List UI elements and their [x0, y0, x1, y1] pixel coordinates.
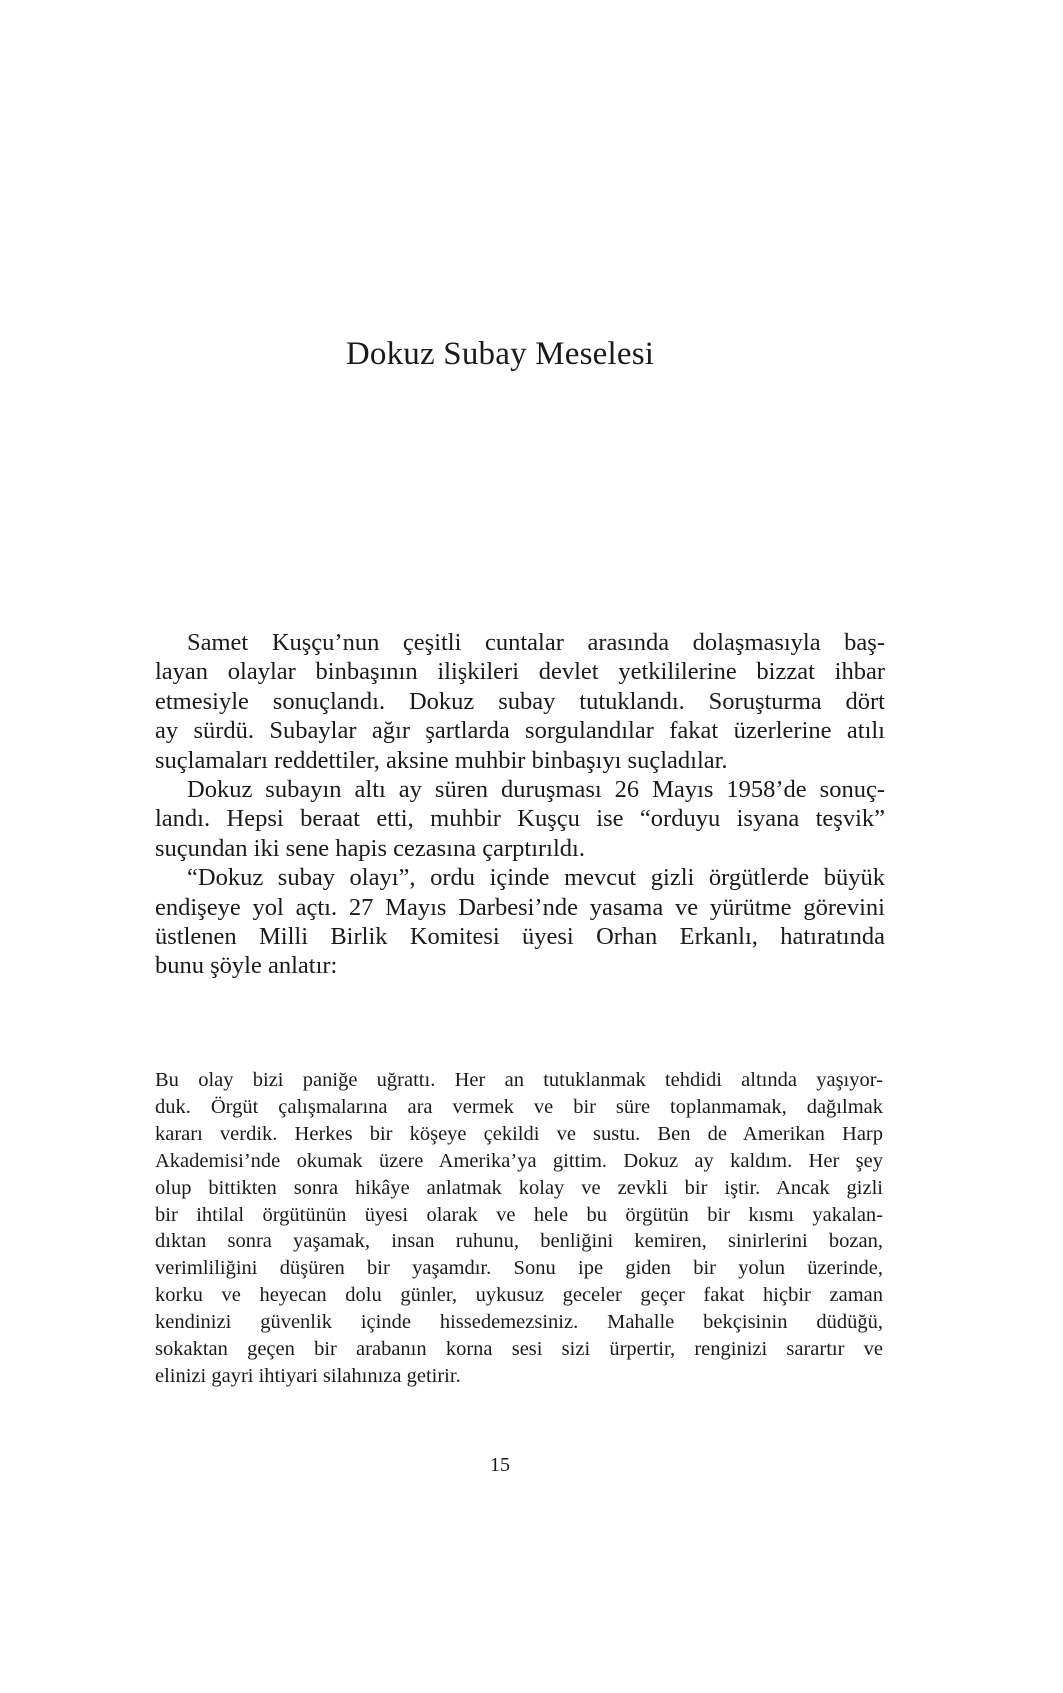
text-line: layan olaylar binbaşının ilişkileri devlet yetkililerine bizzat ihbar — [155, 658, 885, 686]
block-quote — [155, 1067, 883, 1390]
text-line: endişeye yol açtı. 27 Mayıs Darbesi’nde yasama ve yürütme görevini — [155, 893, 885, 921]
quote-line: korku ve heyecan dolu günler, uykusuz geceler geçer fakat hiçbir zaman — [155, 1284, 883, 1307]
text-line: üstlenen Milli Birlik Komitesi üyesi Orhan Erkanlı, hatıratında — [155, 923, 885, 951]
quote-line: Akademisi’nde okumak üzere Amerika’ya gittim. Dokuz ay kaldım. Her şey — [155, 1149, 883, 1172]
text-line: etmesiyle sonuçlandı. Dokuz subay tutuklandı. Soruşturma dört — [155, 687, 885, 715]
text-line: suçundan iki sene hapis cezasına çarptırıldı. — [155, 834, 585, 862]
paragraph — [155, 775, 885, 863]
quote-line: bir ihtilal örgütünün üyesi olarak ve hele bu örgütün bir kısmı yakalan- — [155, 1203, 883, 1226]
body-text — [155, 628, 885, 981]
quote-line: dıktan sonra yaşamak, insan ruhunu, benliğini kemiren, sinirlerini bozan, — [155, 1230, 883, 1253]
quote-line: olup bittikten sonra hikâye anlatmak kolay ve zevkli bir iştir. Ancak gizli — [155, 1176, 883, 1199]
quote-line: duk. Örgüt çalışmalarına ara vermek ve bir süre toplanmamak, dağılmak — [155, 1095, 883, 1118]
text-line: suçlamaları reddettiler, aksine muhbir binbaşıyı suçladılar. — [155, 746, 728, 774]
quote-line: verimliliğini düşüren bir yaşamdır. Sonu ipe giden bir yolun üzerinde, — [155, 1257, 883, 1280]
text-line: ay sürdü. Subaylar ağır şartlarda sorgulandılar fakat üzerlerine atılı — [155, 717, 885, 745]
chapter-title: Dokuz Subay Meselesi — [345, 336, 655, 372]
text-line: Samet Kuşçu’nun çeşitli cuntalar arasında dolaşmasıyla baş- — [187, 629, 885, 656]
quote-line: elinizi gayri ihtiyari silahınıza getirir. — [155, 1364, 461, 1387]
quote-line: kendinizi güvenlik içinde hissedemezsiniz. Mahalle bekçisinin düdüğü, — [155, 1311, 883, 1334]
paragraph — [155, 863, 885, 981]
text-line: bunu şöyle anlatır: — [155, 952, 338, 980]
text-line: “Dokuz subay olayı”, ordu içinde mevcut gizli örgütlerde büyük — [187, 864, 885, 892]
text-line: Dokuz subayın altı ay süren duruşması 26 Mayıs 1958’de sonuç- — [187, 776, 885, 804]
quote-line: sokaktan geçen bir arabanın korna sesi sizi ürpertir, renginizi sarartır ve — [155, 1338, 883, 1361]
paragraph — [155, 628, 885, 775]
quote-line: kararı verdik. Herkes bir köşeye çekildi ve sustu. Ben de Amerikan Harp — [155, 1122, 883, 1145]
page-number: 15 — [490, 1454, 510, 1476]
text-line: landı. Hepsi beraat etti, muhbir Kuşçu ise “orduyu isyana teşvik” — [155, 805, 885, 833]
quote-line: Bu olay bizi paniğe uğrattı. Her an tutuklanmak tehdidi altında yaşıyor- — [155, 1069, 883, 1091]
